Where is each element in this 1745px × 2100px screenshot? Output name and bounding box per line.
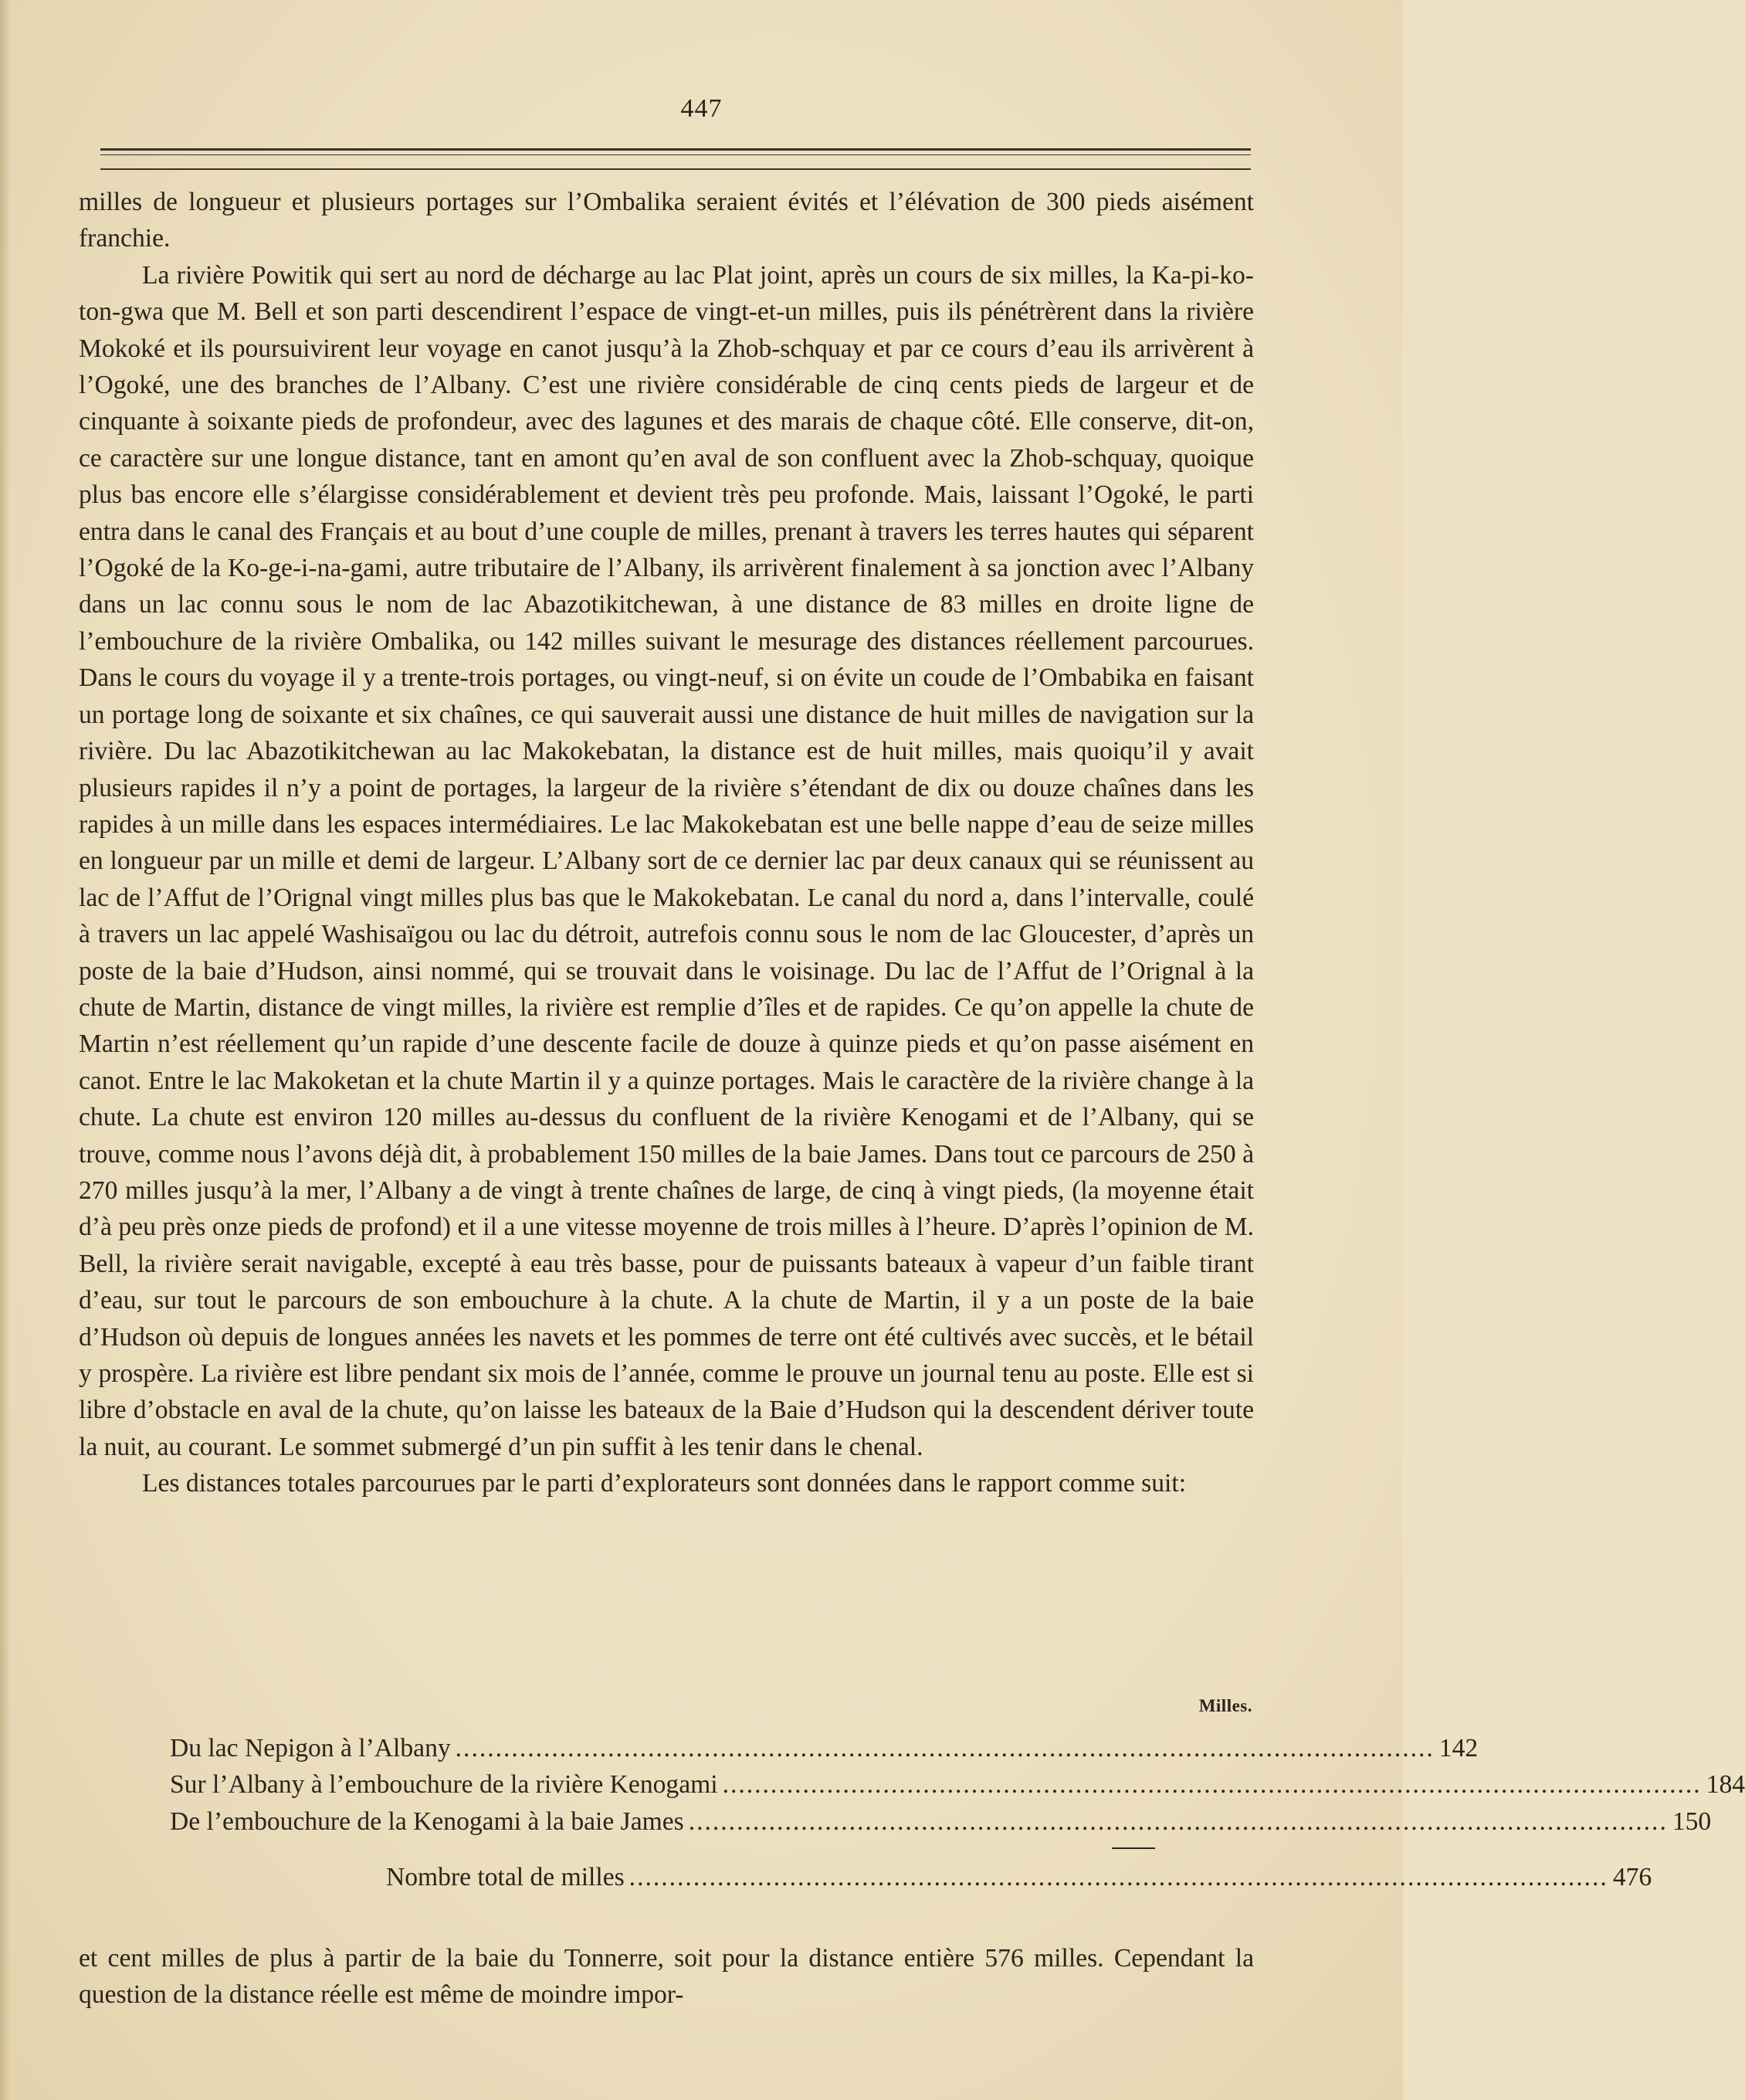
- distance-row: [170, 1766, 1745, 1803]
- distance-value: 150: [1672, 1807, 1712, 1836]
- main-text: [79, 184, 1254, 1502]
- distance-value: 142: [1438, 1734, 1479, 1762]
- paragraph-distances-intro: Les distances totales parcourues par le parti d’explorateurs sont données dans le rapport comme suit:: [142, 1469, 1187, 1498]
- total-sum-rule: [1112, 1847, 1155, 1849]
- header-rule-bottom: [100, 168, 1251, 170]
- distance-row: [170, 1730, 1479, 1766]
- paragraph-closing: et cent milles de plus à partir de la baie du Tonnerre, soit pour la distance entière 576 milles. Cependant la question de la distance réelle est même de moindre impor-: [79, 1944, 1254, 2010]
- total-value: 476: [1612, 1863, 1652, 1891]
- dot-leader: ..........................................................................................................................: [688, 1807, 1668, 1836]
- total-label: Nombre total de milles: [386, 1863, 625, 1891]
- header-rule-top: [100, 148, 1251, 151]
- distance-label: Du lac Nepigon à l’Albany: [170, 1734, 451, 1762]
- dot-leader: ..........................................................................................................................: [455, 1734, 1435, 1762]
- dot-leader: ..........................................................................................................................: [629, 1863, 1608, 1891]
- paragraph-powitik-river: La rivière Powitik qui sert au nord de décharge au lac Plat joint, après un cours de six milles, la Ka-pi-ko-ton-gwa que M. Bell et son parti descendirent l’espace de vingt-et-un milles, puis ils pénétrèrent dans la rivière Mokoké et ils poursuivirent leur voyage en canot jusqu’à la Zhob-schquay et par ce cours d’eau ils arrivèrent à l’Ogoké, une des branches de l’Albany. C’est une rivière considérable de cinq cents pieds de largeur et de cinquante à soixante pieds de profondeur, avec des lagunes et des marais de chaque côté. Elle conserve, dit-on, ce caractère sur une longue distance, tant en amont qu’en aval de son confluent avec la Zhob-schquay, quoique plus bas encore elle s’élargisse considérablement et devient très peu profonde. Mais, laissant l’Ogoké, le parti entra dans le canal des Français et au bout d’une couple de milles, prenant à travers les terres hautes qui séparent l’Ogoké de la Ko-ge-i-na-gami, autre tributaire de l’Albany, ils arrivèrent finalement à sa jonction avec l’Albany dans un lac connu sous le nom de lac Abazotikitchewan, à une distance de 83 milles en droite ligne de l’embouchure de la rivière Ombalika, ou 142 milles suivant le mesurage des distances réellement parcourues. Dans le cours du voyage il y a trente-trois portages, ou vingt-neuf, si on évite un coude de l’Ombabika en faisant un portage long de soixante et six chaînes, ce qui sauverait aussi une distance de huit milles de navigation sur la rivière. Du lac Abazotikitchewan au lac Makokebatan, la distance est de huit milles, mais quoiqu’il y avait plusieurs rapides il n’y a point de portages, la largeur de la rivière s’étendant de dix ou douze chaînes dans les rapides à un mille dans les espaces intermédiaires. Le lac Makokebatan est une belle nappe d’eau de seize milles en longueur par un mille et demi de largeur. L’Albany sort de ce dernier lac par deux canaux qui se réunissent au lac de l’Affut de l’Orignal vingt milles plus bas que le Makokebatan. Le canal du nord a, dans l’intervalle, coulé à travers un lac appelé Washisaïgou ou lac du détroit, autrefois connu sous le nom de lac Gloucester, d’après un poste de la baie d’Hudson, ainsi nommé, qui se trouvait dans le voisinage. Du lac de l’Affut de l’Orignal à la chute de Martin, distance de vingt milles, la rivière est remplie d’îles et de rapides. Ce qu’on appelle la chute de Martin n’est réellement qu’un rapide d’une descente facile de douze à quinze pieds et qu’on passe aisément en canot. Entre le lac Makoketan et la chute Martin il y a quinze portages. Mais le caractère de la rivière change à la chute. La chute est environ 120 milles au-dessus du confluent de la rivière Kenogami et de l’Albany, qui se trouve, comme nous l’avons déjà dit, à probablement 150 milles de la baie James. Dans tout ce parcours de 250 à 270 milles jusqu’à la mer, l’Albany a de vingt à trente chaînes de large, de cinq à vingt pieds, (la moyenne était d’à peu près onze pieds de profond) et il a une vitesse moyenne de trois milles à l’heure. D’après l’opinion de M. Bell, la rivière serait navigable, excepté à eau très basse, pour de puissants bateaux à vapeur d’un faible tirant d’eau, sur tout le parcours de son embouchure à la chute. A la chute de Martin, il y a un poste de la baie d’Hudson où depuis de longues années les navets et les pommes de terre ont été cultivés avec succès, et le bétail y prospère. La rivière est libre pendant six mois de l’année, comme le prouve un journal tenu au poste. Elle est si libre d’obstacle en aval de la chute, qu’on laisse les bateaux de la Baie d’Hudson qui la descendent dériver toute la nuit, au courant. Le sommet submergé d’un pin suffit à les tenir dans le chenal.: [79, 260, 1254, 1461]
- header-rule-middle: [100, 154, 1251, 155]
- dot-leader: ..........................................................................................................................: [722, 1770, 1702, 1800]
- distance-value: 184: [1706, 1770, 1745, 1800]
- distance-label: De l’embouchure de la Kenogami à la baie James: [170, 1807, 684, 1836]
- closing-text: [79, 1940, 1254, 2013]
- distance-row: [170, 1803, 1712, 1840]
- distance-units-header: Milles.: [1198, 1696, 1252, 1715]
- distance-table: [170, 1730, 1745, 1840]
- distance-total-row: [386, 1863, 1652, 1892]
- page-number: 447: [680, 94, 723, 123]
- distance-label: Sur l’Albany à l’embouchure de la rivière Kenogami: [170, 1770, 718, 1800]
- page-binding-shadow: [0, 0, 11, 2100]
- paragraph-continuation: milles de longueur et plusieurs portages sur l’Ombalika seraient évités et l’élévation de 300 pieds aisément franchie.: [79, 188, 1254, 253]
